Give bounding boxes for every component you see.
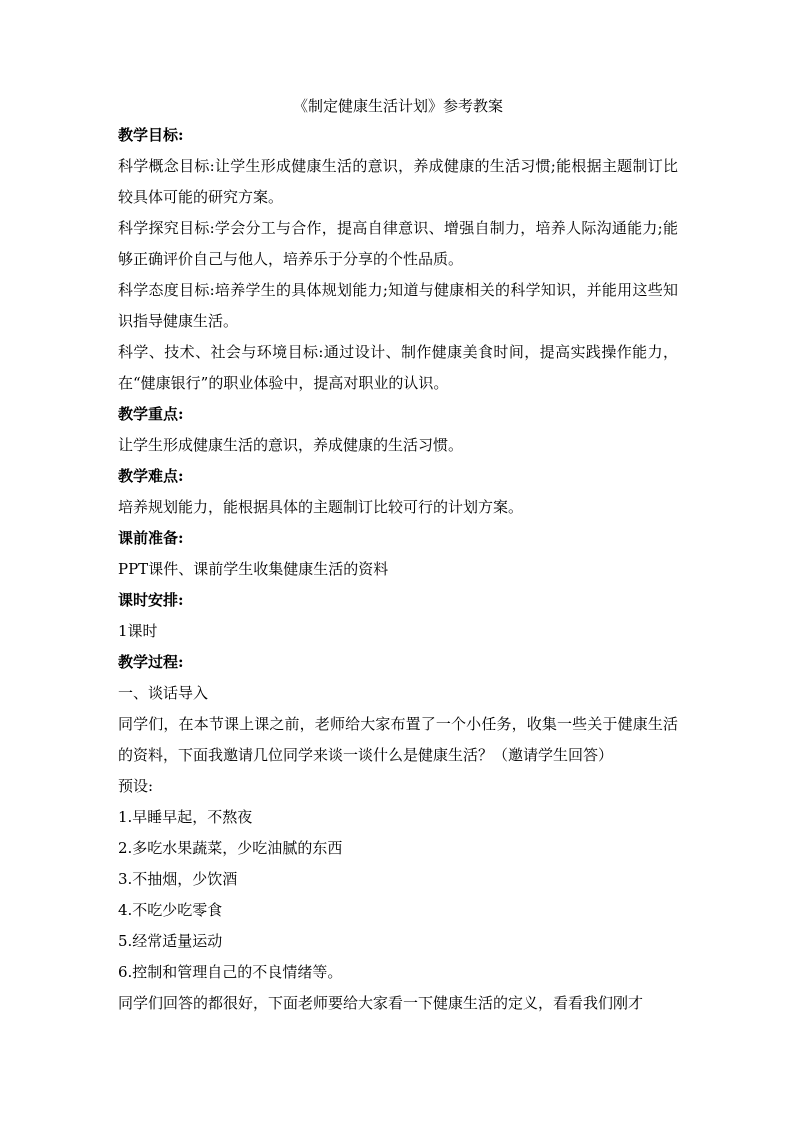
list-item: 1.早睡早起，不熬夜 — [118, 808, 253, 826]
heading-difficult-points: 教学难点: — [118, 467, 184, 485]
preset-label: 预设: — [118, 777, 154, 795]
preparation-text: PPT课件、课前学生收集健康生活的资料 — [118, 560, 389, 578]
heading-objectives: 教学目标: — [118, 126, 184, 144]
heading-process: 教学过程: — [118, 653, 184, 671]
objective-science-concept: 科学概念目标:让学生形成健康生活的意识，养成健康的生活习惯;能根据主题制订比较具体可能的研究方案。 — [118, 157, 678, 206]
list-item: 6.控制和管理自己的不良情绪等。 — [118, 963, 343, 981]
objective-science-attitude: 科学态度目标:培养学生的具体规划能力;知道与健康相关的科学知识，并能用这些知识指导健康生活。 — [118, 281, 678, 330]
difficult-points-text: 培养规划能力，能根据具体的主题制订比较可行的计划方案。 — [118, 498, 524, 516]
list-item: 2.多吃水果蔬菜，少吃油腻的东西 — [118, 839, 343, 857]
objective-science-inquiry: 科学探究目标:学会分工与合作，提高自律意识、增强自制力，培养人际沟通能力;能够正确评价自己与他人，培养乐于分享的个性品质。 — [118, 219, 678, 268]
list-item: 3.不抽烟，少饮酒 — [118, 870, 238, 888]
document-page — [118, 92, 678, 1019]
key-points-text: 让学生形成健康生活的意识，养成健康的生活习惯。 — [118, 436, 464, 454]
list-item: 4.不吃少吃零食 — [118, 901, 223, 919]
heading-preparation: 课前准备: — [118, 529, 184, 547]
document-title: 《制定健康生活计划》参考教案 — [292, 97, 503, 115]
heading-key-points: 教学重点: — [118, 405, 184, 423]
schedule-text: 1课时 — [118, 622, 158, 640]
list-item: 5.经常适量运动 — [118, 932, 223, 950]
intro-text: 同学们，在本节课上课之前，老师给大家布置了一个小任务，收集一些关于健康生活的资料，下面我邀请几位同学来谈一谈什么是健康生活？（邀请学生回答） — [118, 715, 678, 764]
heading-schedule: 课时安排: — [118, 591, 184, 609]
closing-text: 同学们回答的都很好，下面老师要给大家看一下健康生活的定义，看看我们刚才 — [118, 994, 644, 1012]
section-intro-heading: 一、谈话导入 — [118, 684, 209, 702]
objective-stse: 科学、技术、社会与环境目标:通过设计、制作健康美食时间，提高实践操作能力，在“健康银行”的职业体验中，提高对职业的认识。 — [118, 343, 678, 392]
